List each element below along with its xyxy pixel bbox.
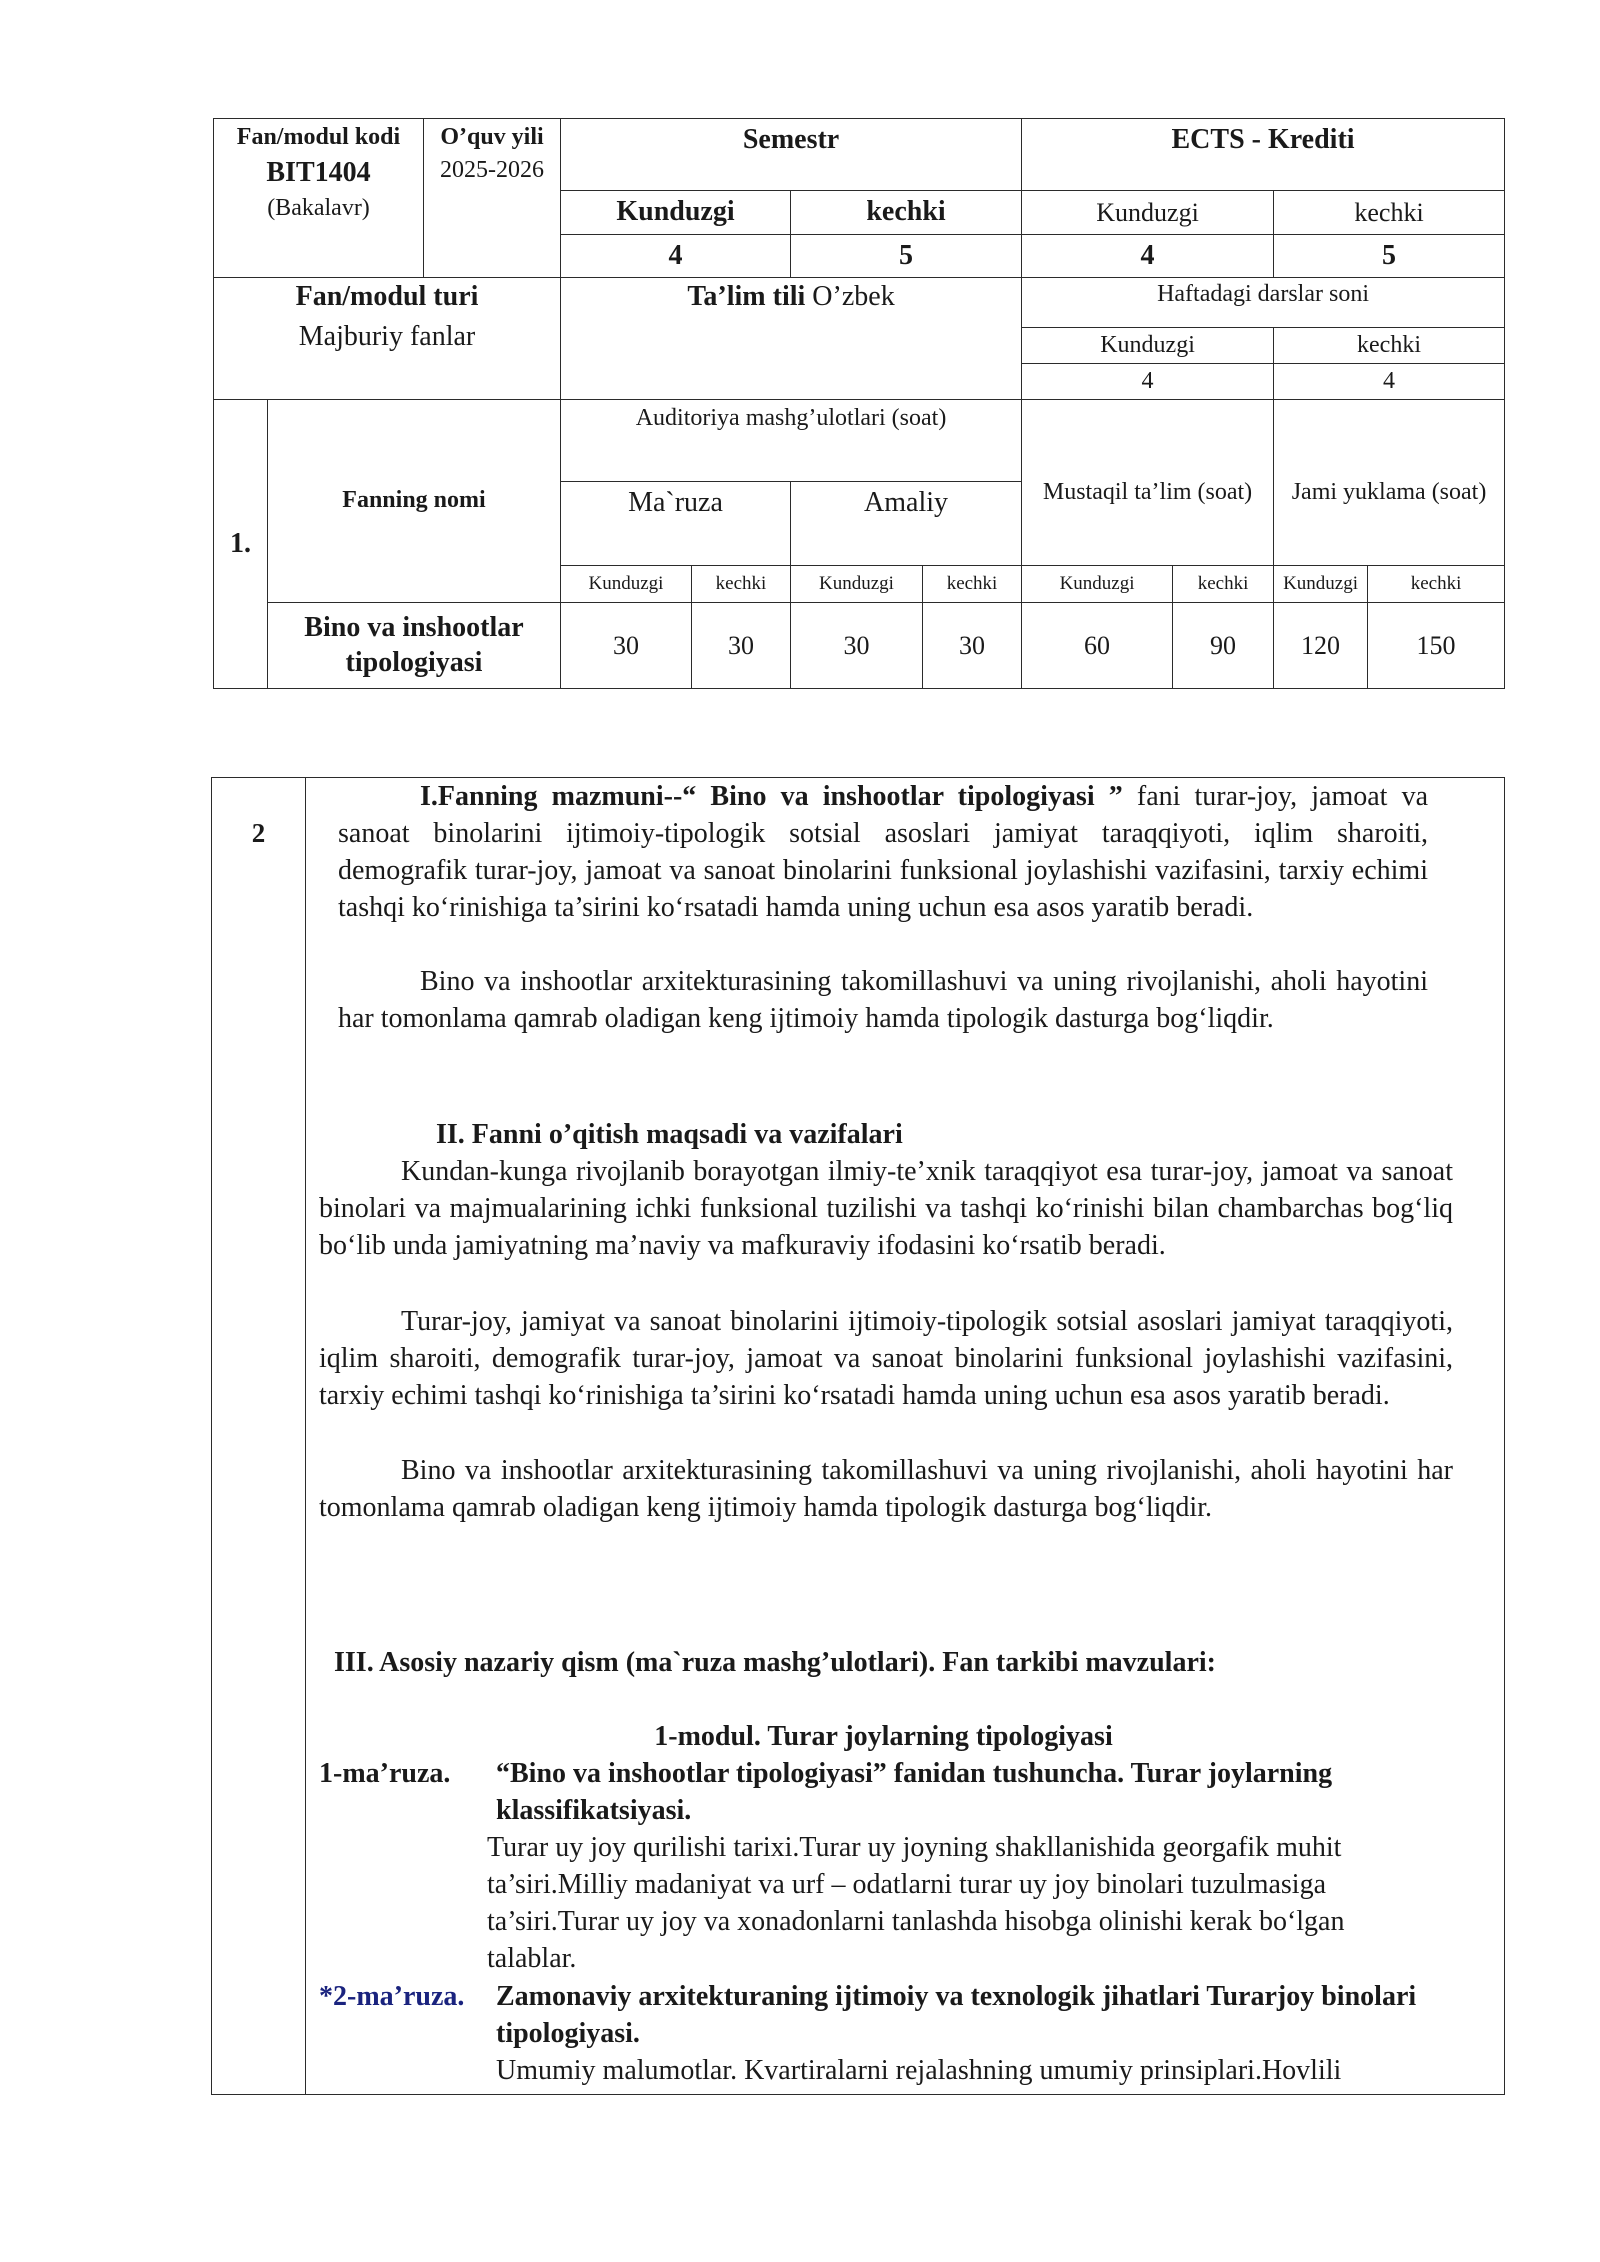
module-code-label: Fan/modul kodi (236, 124, 401, 150)
section-2-heading: II. Fanni o’qitish maqsadi va vazifalari (436, 1119, 903, 1150)
semestr-kechki-label: kechki (791, 191, 1022, 235)
academic-year-label: O’quv yili (440, 124, 544, 150)
hours-jami-kechki: 150 (1368, 603, 1505, 689)
goals-paragraph-1: Kundan-kunga rivojlanib borayotgan ilmiy-te’xnik taraqqiyot esa turar-joy, jamoat va sanoat binolari va majmualarining ichki funksional tuzilishi va tashqi ko‘rinishi bilan chambarchas bog‘liq bo‘lib unda jamiyatning ma’naviy va mafkuraviy ifodasini ko‘rsatib beradi. (319, 1156, 1453, 1261)
ects-kechki-value: 5 (1274, 235, 1505, 278)
content-paragraph-2: Bino va inshootlar arxitekturasining takomillashuvi va uning rivojlanishi, aholi hayotini har tomonlama qamrab oladigan keng ijtimoiy hamda tipologik dasturga bog‘liqdir. (338, 966, 1428, 1034)
module-code-cell (214, 119, 424, 278)
course-content-table (211, 777, 1505, 2095)
content-paragraph-1-text: fani turar-joy, jamoat va sanoat binolarini ijtimoiy-tipologik sotsial asoslari jamiyat taraqqiyoti, iqlim sharoiti, demografik turar-joy, jamoat va sanoat binolarini funksional joylashishi vazifasini, tarxiy echimi tashqi ko‘rinishiga ta’sirini ko‘rsatadi hamda uning uchun esa asos yaratib beradi. (338, 781, 1428, 923)
jami-label: Jami yuklama (soat) (1274, 400, 1505, 566)
content-paragraph-1 (338, 778, 1428, 926)
subject-name-label: Fanning nomi (268, 400, 561, 603)
module-type-value: Majburiy fanlar (298, 321, 476, 353)
semestr-header: Semestr (561, 119, 1022, 191)
module-code-value: BIT1404 (266, 157, 371, 189)
mustaqil-kunduzgi-label: Kunduzgi (1022, 566, 1173, 603)
ects-kunduzgi-label: Kunduzgi (1022, 191, 1274, 235)
content-title: I.Fanning mazmuni--“ Bino va inshootlar tipologiyasi ” (420, 781, 1123, 812)
goals-paragraph-3: Bino va inshootlar arxitekturasining takomillashuvi va uning rivojlanishi, aholi hayotini har tomonlama qamrab oladigan keng ijtimoiy hamda tipologik dasturga bog‘liqdir. (319, 1455, 1453, 1523)
semestr-kunduzgi-label: Kunduzgi (561, 191, 791, 235)
language-label: Ta’lim tili (687, 281, 806, 312)
weekly-kechki-value: 4 (1274, 364, 1505, 400)
lecture-1-body: Turar uy joy qurilishi tarixi.Turar uy joyning shakllanishida georgafik muhit ta’siri.Milliy madaniyat va urf – odatlarni turar uy joy binolari tuzulmasiga ta’siri.Turar uy joy va xonadonlarni tanlashda hisobga olinishi kerak bo‘lgan talablar. (487, 1832, 1345, 1974)
lecture-2-body: Umumiy malumotlar. Kvartiralarni rejalashning umumiy prinsiplari.Hovlili (496, 2055, 1342, 2086)
module-type-label: Fan/modul turi (295, 281, 479, 312)
amaliy-label: Amaliy (791, 482, 1022, 566)
academic-year-value: 2025-2026 (440, 157, 544, 184)
weekly-kunduzgi-value: 4 (1022, 364, 1274, 400)
weekly-lessons-label: Haftadagi darslar soni (1022, 278, 1505, 328)
auditoriya-label: Auditoriya mashg’ulotlari (soat) (561, 400, 1022, 482)
subject-name-value: Bino va inshootlar tipologiyasi (268, 603, 561, 689)
semestr-kechki-value: 5 (791, 235, 1022, 278)
academic-year-cell (424, 119, 561, 278)
lecture-2-label: *2-ma’ruza. (319, 1981, 465, 2012)
ects-kunduzgi-value: 4 (1022, 235, 1274, 278)
amaliy-kunduzgi-label: Kunduzgi (791, 566, 923, 603)
hours-jami-kunduzgi: 120 (1274, 603, 1368, 689)
ects-header: ECTS - Krediti (1022, 119, 1505, 191)
maruza-label: Ma`ruza (561, 482, 791, 566)
lecture-1-title: “Bino va inshootlar tipologiyasi” fanidan tushuncha. Turar joylarning klassifikatsiyasi. (496, 1758, 1333, 1826)
lecture-2-title: Zamonaviy arxitekturaning ijtimoiy va texnologik jihatlari Turarjoy binolari tipologiyasi. (496, 1981, 1417, 2049)
amaliy-kechki-label: kechki (923, 566, 1022, 603)
mustaqil-kechki-label: kechki (1173, 566, 1274, 603)
hours-maruza-kechki: 30 (692, 603, 791, 689)
maruza-kechki-label: kechki (692, 566, 791, 603)
hours-mustaqil-kunduzgi: 60 (1022, 603, 1173, 689)
module-level: (Bakalavr) (267, 195, 370, 222)
section-3-heading: III. Asosiy nazariy qism (ma`ruza mashg’ulotlari). Fan tarkibi mavzulari: (334, 1647, 1216, 1678)
maruza-kunduzgi-label: Kunduzgi (561, 566, 692, 603)
course-info-table (213, 118, 1505, 689)
semestr-kunduzgi-value: 4 (561, 235, 791, 278)
hours-mustaqil-kechki: 90 (1173, 603, 1274, 689)
jami-kechki-label: kechki (1368, 566, 1505, 603)
content-cell (306, 778, 1505, 2095)
row-number-2: 2 (212, 778, 306, 2095)
weekly-kechki-label: kechki (1274, 328, 1505, 364)
goals-paragraph-2: Turar-joy, jamiyat va sanoat binolarini ijtimoiy-tipologik sotsial asoslari jamiyat taraqqiyoti, iqlim sharoiti, demografik turar-joy, jamoat va sanoat binolarini funksional joylashishi vazifasini, tarxiy echimi tashqi ko‘rinishiga ta’sirini ko‘rsatadi hamda uning uchun esa asos yaratib beradi. (319, 1306, 1453, 1411)
language-cell (561, 278, 1022, 400)
module-type-cell (214, 278, 561, 400)
weekly-kunduzgi-label: Kunduzgi (1022, 328, 1274, 364)
mustaqil-label: Mustaqil ta’lim (soat) (1022, 400, 1274, 566)
ects-kechki-label: kechki (1274, 191, 1505, 235)
jami-kunduzgi-label: Kunduzgi (1274, 566, 1368, 603)
row-number-1: 1. (214, 400, 268, 689)
language-value: O’zbek (805, 281, 895, 312)
lecture-1-label: 1-ma’ruza. (319, 1758, 451, 1789)
hours-amaliy-kechki: 30 (923, 603, 1022, 689)
hours-maruza-kunduzgi: 30 (561, 603, 692, 689)
hours-amaliy-kunduzgi: 30 (791, 603, 923, 689)
module-1-heading: 1-modul. Turar joylarning tipologiyasi (654, 1721, 1113, 1752)
